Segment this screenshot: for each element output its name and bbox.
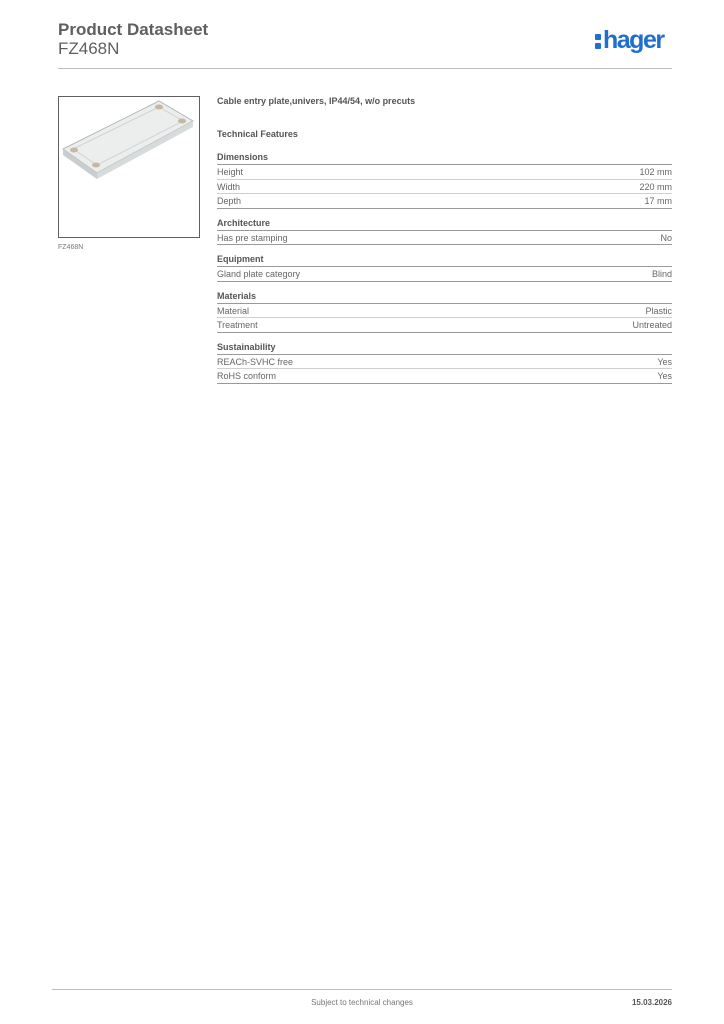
spec-label: Treatment	[217, 320, 258, 330]
spec-label: Depth	[217, 196, 242, 206]
section-materials	[217, 290, 672, 333]
spec-value: Untreated	[632, 320, 672, 330]
spec-value: Yes	[657, 356, 672, 367]
footer-note: Subject to technical changes	[311, 998, 413, 1007]
spec-label: Height	[217, 167, 244, 177]
spec-row	[217, 369, 672, 384]
page-title: Product Datasheet	[58, 20, 209, 39]
technical-features-heading: Technical Features	[217, 129, 298, 139]
spec-row	[217, 355, 672, 370]
spec-row	[217, 165, 672, 180]
spec-label: Gland plate category	[217, 269, 301, 279]
footer-divider	[52, 989, 672, 990]
spec-row	[217, 194, 672, 209]
hager-logo	[595, 28, 664, 53]
spec-value: 220 mm	[639, 181, 672, 192]
cable-entry-plate-icon	[59, 97, 199, 237]
spec-value: 102 mm	[639, 167, 672, 177]
spec-value: 17 mm	[644, 196, 672, 206]
section-dimensions	[217, 151, 672, 209]
spec-label: Material	[217, 305, 250, 316]
section-title: Sustainability	[217, 341, 672, 355]
spec-value: Blind	[651, 269, 672, 279]
product-description: Cable entry plate,univers, IP44/54, w/o precuts	[217, 96, 416, 106]
spec-label: Width	[217, 181, 241, 192]
product-code: FZ468N	[58, 39, 120, 58]
logo-dots-icon	[595, 31, 602, 48]
section-title: Architecture	[217, 217, 672, 231]
spec-row	[217, 231, 672, 246]
product-image	[58, 96, 200, 238]
section-title: Dimensions	[217, 151, 672, 165]
spec-value: No	[660, 232, 672, 243]
image-caption: FZ468N	[58, 244, 84, 251]
spec-value: Plastic	[645, 305, 672, 316]
spec-content	[217, 96, 672, 384]
spec-label: REACh-SVHC free	[217, 356, 294, 367]
footer-date: 15.03.2026	[631, 998, 672, 1007]
spec-row	[217, 180, 672, 195]
spec-row	[217, 267, 672, 282]
spec-row	[217, 304, 672, 319]
section-equipment	[217, 253, 672, 282]
section-title: Equipment	[217, 253, 672, 267]
section-title: Materials	[217, 290, 672, 304]
spec-row	[217, 318, 672, 333]
spec-label: Has pre stamping	[217, 232, 288, 243]
logo-text: hager	[603, 26, 664, 54]
section-sustainability	[217, 341, 672, 384]
spec-value: Yes	[657, 371, 672, 381]
header-divider	[58, 68, 672, 69]
spec-label: RoHS conform	[217, 371, 277, 381]
section-architecture	[217, 217, 672, 246]
